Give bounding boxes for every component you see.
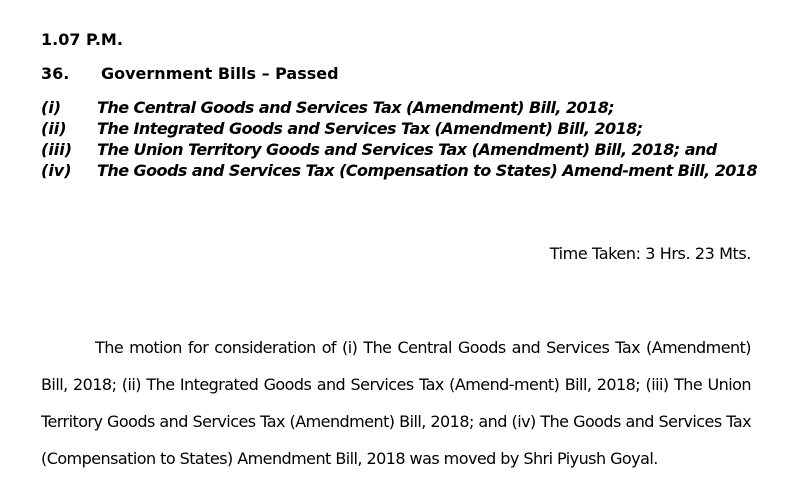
bill-item (41, 160, 761, 181)
bill-numeral: (ii) (41, 119, 67, 138)
bill-item (41, 118, 761, 139)
bill-title: The Integrated Goods and Services Tax (Amendment) Bill, 2018; (97, 119, 643, 138)
bill-numeral: (i) (41, 98, 62, 117)
motion-paragraph: The motion for consideration of (i) The Central Goods and Services Tax (Amendment) Bill, 2018; (ii) The Integrated Goods and Services Tax (Amend-ment) Bill, 2018; (iii) The Union Territory Goods and Services Tax (Amendment) Bill, 2018; and (iv) The Goods and Services Tax (Compensation to States) Amendment Bill, 2018 was moved by Shri Piyush Goyal. (41, 338, 751, 468)
item-number: 36. (41, 64, 70, 83)
bill-numeral: (iii) (41, 140, 73, 159)
bill-title: The Central Goods and Services Tax (Amendment) Bill, 2018; (97, 98, 615, 117)
bill-item (41, 139, 761, 160)
item-heading (41, 64, 339, 83)
bill-numeral: (iv) (41, 161, 72, 180)
bill-list (41, 97, 761, 181)
item-title: Government Bills – Passed (101, 64, 339, 83)
bill-item (41, 97, 761, 118)
session-time: 1.07 P.M. (41, 30, 123, 49)
bill-title: The Union Territory Goods and Services Tax (Amendment) Bill, 2018; and (97, 140, 717, 159)
bill-title: The Goods and Services Tax (Compensation to States) Amend-ment Bill, 2018 (97, 161, 758, 180)
time-taken: Time Taken: 3 Hrs. 23 Mts. (549, 244, 751, 263)
